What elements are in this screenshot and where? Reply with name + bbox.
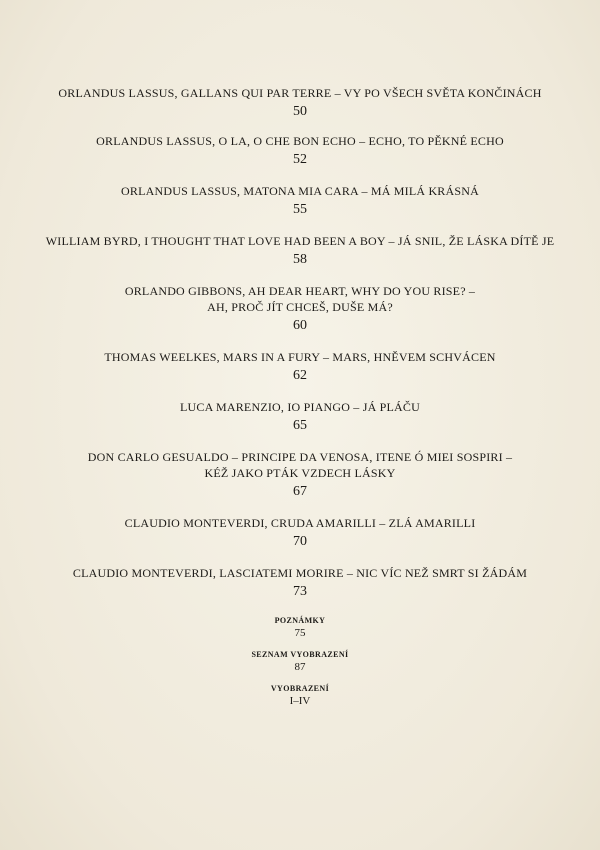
- toc-section-illustrations: [0, 683, 600, 708]
- entry-page-number: 73: [293, 584, 307, 599]
- entry-title-line-2: KÉŽ JAKO PTÁK VZDECH LÁSKY: [204, 466, 396, 480]
- entry-title: ORLANDUS LASSUS, MATONA MIA CARA – MÁ MILÁ KRÁSNÁ: [121, 184, 479, 198]
- entry-page-number: 50: [293, 104, 307, 119]
- entry-title: ORLANDUS LASSUS, GALLANS QUI PAR TERRE – VY PO VŠECH SVĚTA KONČINÁCH: [58, 86, 542, 100]
- entry-title: LUCA MARENZIO, IO PIANGO – JÁ PLÁČU: [179, 400, 420, 414]
- toc-entry: [0, 515, 600, 551]
- entry-title: WILLIAM BYRD, I THOUGHT THAT LOVE HAD BEEN A BOY – JÁ SNIL, ŽE LÁSKA DÍTĚ JE: [45, 234, 555, 248]
- entry-title-line-1: ORLANDO GIBBONS, AH DEAR HEART, WHY DO YOU RISE? –: [124, 284, 476, 298]
- section-title: VYOBRAZENÍ: [270, 684, 330, 693]
- entry-title-line-2: AH, PROČ JÍT CHCEŠ, DUŠE MÁ?: [207, 300, 393, 314]
- toc-section-list-of-illustrations: [0, 649, 600, 674]
- section-title: POZNÁMKY: [274, 616, 326, 625]
- section-page-number: 75: [294, 627, 306, 639]
- toc-entry: [0, 399, 600, 435]
- toc-entry: [0, 133, 600, 169]
- entry-page-number: 62: [293, 368, 307, 383]
- entry-title-line-1: DON CARLO GESUALDO – PRINCIPE DA VENOSA, ITENE Ó MIEI SOSPIRI –: [87, 450, 513, 464]
- entry-page-number: 55: [293, 202, 307, 217]
- entry-page-number: 67: [293, 484, 307, 499]
- toc-entry: [0, 233, 600, 269]
- entry-title: THOMAS WEELKES, MARS IN A FURY – MARS, HNĚVEM SCHVÁCEN: [104, 350, 496, 364]
- toc-entry: [0, 183, 600, 219]
- toc-entry: [0, 85, 600, 121]
- table-of-contents: [0, 85, 600, 717]
- section-page-number: 87: [294, 661, 306, 673]
- entry-page-number: 58: [293, 252, 307, 267]
- entry-title: ORLANDUS LASSUS, O LA, O CHE BON ECHO – ECHO, TO PĚKNÉ ECHO: [96, 134, 504, 148]
- section-page-number: I–IV: [289, 695, 311, 707]
- section-title: SEZNAM VYOBRAZENÍ: [251, 650, 349, 659]
- entry-title: CLAUDIO MONTEVERDI, CRUDA AMARILLI – ZLÁ AMARILLI: [124, 516, 476, 530]
- toc-entry: [0, 565, 600, 601]
- toc-section-notes: [0, 615, 600, 640]
- entry-page-number: 60: [293, 318, 307, 333]
- entry-page-number: 70: [293, 534, 307, 549]
- entry-title: CLAUDIO MONTEVERDI, LASCIATEMI MORIRE – NIC VÍC NEŽ SMRT SI ŽÁDÁM: [72, 566, 528, 580]
- toc-entry: [0, 283, 600, 335]
- toc-entry: [0, 349, 600, 385]
- toc-entry: [0, 449, 600, 501]
- entry-page-number: 65: [293, 418, 307, 433]
- entry-page-number: 52: [293, 152, 307, 167]
